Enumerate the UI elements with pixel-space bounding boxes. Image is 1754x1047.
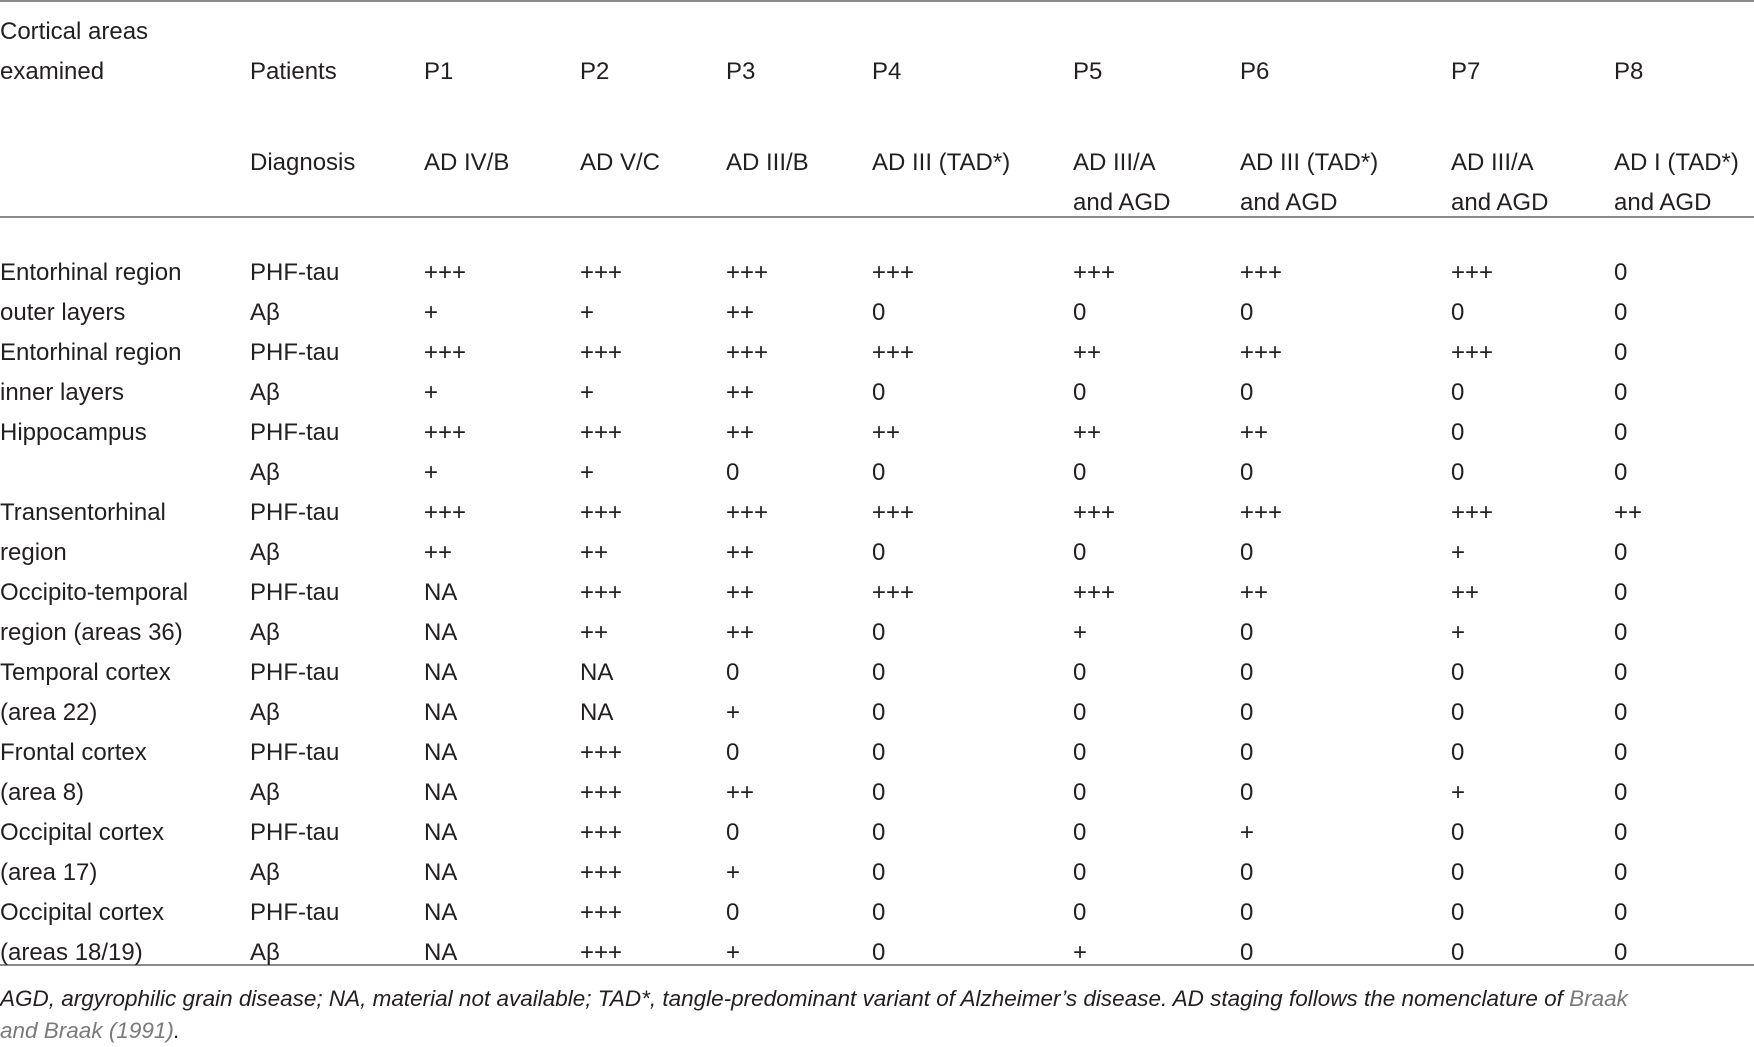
table-row: [0, 653, 1754, 693]
table-row: [0, 453, 1754, 493]
marker-cell: Aβ: [250, 779, 280, 806]
diagnosis-line2: and AGD: [1451, 189, 1549, 216]
value-cell-p1: NA: [424, 699, 458, 726]
value-cell-p6: 0: [1240, 699, 1254, 726]
marker-cell: Aβ: [250, 619, 280, 646]
value-cell-p2: NA: [580, 699, 614, 726]
value-cell-p5: +: [1073, 619, 1088, 646]
value-cell-p2: +: [580, 379, 595, 406]
value-cell-p6: +: [1240, 819, 1255, 846]
header-patients-label: Patients: [250, 58, 337, 85]
value-cell-p5: 0: [1073, 779, 1087, 806]
table-row: [0, 933, 1754, 973]
table-row: [0, 493, 1754, 533]
value-cell-p8: 0: [1614, 339, 1628, 366]
value-cell-p5: 0: [1073, 539, 1087, 566]
value-cell-p2: +++: [580, 779, 623, 806]
header-row-patients: [0, 0, 1754, 123]
value-cell-p3: +: [726, 859, 741, 886]
header-patient-id: P6: [1240, 58, 1270, 85]
value-cell-p4: +++: [872, 579, 915, 606]
value-cell-p8: 0: [1614, 699, 1628, 726]
cortical-area-cell: (area 8): [0, 779, 85, 806]
value-cell-p7: 0: [1451, 299, 1465, 326]
value-cell-p2: +++: [580, 499, 623, 526]
value-cell-p3: ++: [726, 379, 755, 406]
diagnosis-line2: and AGD: [1240, 189, 1338, 216]
value-cell-p6: 0: [1240, 619, 1254, 646]
marker-cell: PHF-tau: [250, 739, 340, 766]
value-cell-p8: ++: [1614, 499, 1643, 526]
value-cell-p5: 0: [1073, 659, 1087, 686]
value-cell-p6: 0: [1240, 459, 1254, 486]
value-cell-p4: 0: [872, 819, 886, 846]
value-cell-p3: 0: [726, 739, 740, 766]
footnote-end: .: [173, 1018, 181, 1043]
value-cell-p2: +++: [580, 739, 623, 766]
value-cell-p1: +++: [424, 259, 467, 286]
value-cell-p2: +: [580, 459, 595, 486]
diagnosis-line1: AD III/B: [726, 149, 809, 176]
cortical-area-cell: Occipital cortex: [0, 899, 165, 926]
value-cell-p5: +++: [1073, 499, 1116, 526]
value-cell-p8: 0: [1614, 379, 1628, 406]
value-cell-p7: +: [1451, 619, 1466, 646]
value-cell-p1: +: [424, 379, 439, 406]
value-cell-p3: 0: [726, 899, 740, 926]
value-cell-p7: 0: [1451, 899, 1465, 926]
value-cell-p6: 0: [1240, 379, 1254, 406]
value-cell-p4: 0: [872, 659, 886, 686]
diagnosis-line1: AD III/A: [1451, 149, 1534, 176]
value-cell-p8: 0: [1614, 619, 1628, 646]
header-patient-id: P4: [872, 58, 902, 85]
diagnosis-line2: and AGD: [1073, 189, 1171, 216]
value-cell-p3: 0: [726, 819, 740, 846]
header-cortical-areas: [0, 0, 250, 123]
table-row: [0, 293, 1754, 333]
cortical-area-cell: region (areas 36): [0, 619, 183, 646]
marker-cell: Aβ: [250, 699, 280, 726]
cortical-area-cell: Frontal cortex: [0, 739, 147, 766]
value-cell-p6: +++: [1240, 259, 1283, 286]
value-cell-p8: 0: [1614, 539, 1628, 566]
value-cell-p7: 0: [1451, 939, 1465, 966]
marker-cell: Aβ: [250, 299, 280, 326]
value-cell-p5: 0: [1073, 739, 1087, 766]
table-row: [0, 813, 1754, 853]
value-cell-p6: 0: [1240, 779, 1254, 806]
table-row: [0, 413, 1754, 453]
value-cell-p6: 0: [1240, 659, 1254, 686]
value-cell-p3: 0: [726, 459, 740, 486]
value-cell-p1: NA: [424, 619, 458, 646]
value-cell-p2: +++: [580, 259, 623, 286]
value-cell-p1: NA: [424, 939, 458, 966]
value-cell-p8: 0: [1614, 259, 1628, 286]
value-cell-p1: NA: [424, 899, 458, 926]
value-cell-p7: 0: [1451, 459, 1465, 486]
table-row: [0, 773, 1754, 813]
value-cell-p5: +: [1073, 939, 1088, 966]
header-diagnosis: [1451, 123, 1614, 243]
value-cell-p4: 0: [872, 899, 886, 926]
value-cell-p3: ++: [726, 619, 755, 646]
value-cell-p4: 0: [872, 739, 886, 766]
value-cell-p7: 0: [1451, 819, 1465, 846]
table-row: [0, 893, 1754, 933]
value-cell-p3: +: [726, 939, 741, 966]
value-cell-p5: 0: [1073, 379, 1087, 406]
value-cell-p4: 0: [872, 539, 886, 566]
value-cell-p1: +: [424, 459, 439, 486]
value-cell-p3: ++: [726, 539, 755, 566]
table-row: [0, 613, 1754, 653]
diagnosis-line1: AD III/A: [1073, 149, 1156, 176]
marker-cell: PHF-tau: [250, 819, 340, 846]
value-cell-p2: +++: [580, 339, 623, 366]
value-cell-p6: 0: [1240, 859, 1254, 886]
header-diagnosis: [1240, 123, 1451, 243]
header-area-line2: examined: [0, 58, 105, 85]
table-row: [0, 533, 1754, 573]
value-cell-p5: +++: [1073, 259, 1116, 286]
cortical-area-cell: Entorhinal region: [0, 259, 182, 286]
cortical-area-cell: [0, 453, 250, 493]
value-cell-p2: +: [580, 299, 595, 326]
value-cell-p8: 0: [1614, 939, 1628, 966]
table-row: [0, 853, 1754, 893]
value-cell-p1: NA: [424, 659, 458, 686]
cortical-area-cell: (area 22): [0, 699, 98, 726]
value-cell-p7: 0: [1451, 659, 1465, 686]
value-cell-p3: +++: [726, 259, 769, 286]
value-cell-p3: +++: [726, 499, 769, 526]
value-cell-p8: 0: [1614, 579, 1628, 606]
value-cell-p1: +++: [424, 339, 467, 366]
value-cell-p6: 0: [1240, 939, 1254, 966]
value-cell-p4: 0: [872, 459, 886, 486]
cortical-area-cell: region: [0, 539, 67, 566]
value-cell-p1: NA: [424, 579, 458, 606]
marker-cell: PHF-tau: [250, 419, 340, 446]
value-cell-p2: ++: [580, 539, 609, 566]
marker-cell: Aβ: [250, 539, 280, 566]
diagnosis-line2: and AGD: [1614, 189, 1712, 216]
value-cell-p8: 0: [1614, 299, 1628, 326]
value-cell-p8: 0: [1614, 659, 1628, 686]
value-cell-p6: +++: [1240, 339, 1283, 366]
header-patient-id: P2: [580, 58, 610, 85]
header-diagnosis: [1614, 123, 1754, 243]
value-cell-p1: NA: [424, 739, 458, 766]
diagnosis-line1: AD III (TAD*): [1240, 149, 1379, 176]
value-cell-p3: ++: [726, 779, 755, 806]
value-cell-p3: ++: [726, 299, 755, 326]
cortical-area-cell: Temporal cortex: [0, 659, 171, 686]
marker-cell: PHF-tau: [250, 899, 340, 926]
value-cell-p4: 0: [872, 779, 886, 806]
value-cell-p6: +++: [1240, 499, 1283, 526]
value-cell-p5: 0: [1073, 299, 1087, 326]
value-cell-p3: 0: [726, 659, 740, 686]
value-cell-p1: +++: [424, 499, 467, 526]
header-diagnosis: [872, 123, 1073, 243]
table-header: [0, 0, 1754, 243]
header-patient-id: P1: [424, 58, 454, 85]
value-cell-p7: +++: [1451, 499, 1494, 526]
value-cell-p1: +: [424, 299, 439, 326]
table-row: [0, 333, 1754, 373]
value-cell-p3: +: [726, 699, 741, 726]
value-cell-p2: +++: [580, 859, 623, 886]
value-cell-p5: 0: [1073, 699, 1087, 726]
value-cell-p7: 0: [1451, 739, 1465, 766]
cortical-area-cell: Occipital cortex: [0, 819, 165, 846]
value-cell-p8: 0: [1614, 459, 1628, 486]
header-patient-id: P7: [1451, 58, 1481, 85]
header-patient-id: P8: [1614, 58, 1644, 85]
footnote-text: AGD, argyrophilic grain disease; NA, material not available; TAD*, tangle-predominant variant of Alzheimer’s disease. AD staging follows the nomenclature of: [0, 986, 1570, 1011]
cortical-area-cell: outer layers: [0, 299, 126, 326]
marker-cell: Aβ: [250, 379, 280, 406]
value-cell-p3: ++: [726, 419, 755, 446]
diagnosis-line1: AD IV/B: [424, 149, 510, 176]
header-patient-id: P5: [1073, 58, 1103, 85]
marker-cell: PHF-tau: [250, 499, 340, 526]
value-cell-p8: 0: [1614, 859, 1628, 886]
table-body: [0, 243, 1754, 973]
value-cell-p4: +++: [872, 259, 915, 286]
value-cell-p2: +++: [580, 939, 623, 966]
value-cell-p5: ++: [1073, 419, 1102, 446]
value-cell-p5: +++: [1073, 579, 1116, 606]
value-cell-p7: +++: [1451, 339, 1494, 366]
marker-cell: Aβ: [250, 939, 280, 966]
value-cell-p8: 0: [1614, 819, 1628, 846]
reference-link-part2[interactable]: and Braak (1991): [0, 1018, 174, 1043]
value-cell-p4: +++: [872, 339, 915, 366]
diagnosis-line1: AD III (TAD*): [872, 149, 1011, 176]
header-diagnosis: [580, 123, 726, 243]
diagnosis-line1: AD I (TAD*): [1614, 149, 1739, 176]
marker-cell: PHF-tau: [250, 259, 340, 286]
header-diagnosis: [726, 123, 872, 243]
cortical-area-cell: Transentorhinal: [0, 499, 166, 526]
header-row-diagnosis: [0, 123, 1754, 243]
value-cell-p8: 0: [1614, 779, 1628, 806]
cortical-area-cell: (area 17): [0, 859, 98, 886]
value-cell-p5: 0: [1073, 819, 1087, 846]
value-cell-p3: ++: [726, 579, 755, 606]
marker-cell: Aβ: [250, 459, 280, 486]
value-cell-p5: 0: [1073, 859, 1087, 886]
value-cell-p8: 0: [1614, 899, 1628, 926]
header-diagnosis: [424, 123, 580, 243]
table-row: [0, 733, 1754, 773]
value-cell-p7: +: [1451, 539, 1466, 566]
table-footnote: [0, 983, 1754, 1047]
value-cell-p1: +++: [424, 419, 467, 446]
value-cell-p6: 0: [1240, 299, 1254, 326]
value-cell-p2: +++: [580, 579, 623, 606]
value-cell-p4: 0: [872, 859, 886, 886]
cortical-area-cell: inner layers: [0, 379, 125, 406]
value-cell-p4: +++: [872, 499, 915, 526]
value-cell-p4: 0: [872, 299, 886, 326]
value-cell-p6: 0: [1240, 899, 1254, 926]
value-cell-p4: 0: [872, 619, 886, 646]
value-cell-p4: 0: [872, 939, 886, 966]
header-diagnosis-label: Diagnosis: [250, 149, 356, 176]
value-cell-p6: ++: [1240, 579, 1269, 606]
cortical-area-cell: (areas 18/19): [0, 939, 143, 966]
value-cell-p8: 0: [1614, 419, 1628, 446]
value-cell-p8: 0: [1614, 739, 1628, 766]
diagnosis-line1: AD V/C: [580, 149, 661, 176]
table-row: [0, 573, 1754, 613]
header-area-line1: Cortical areas: [0, 18, 149, 45]
marker-cell: PHF-tau: [250, 579, 340, 606]
marker-cell: Aβ: [250, 859, 280, 886]
value-cell-p7: 0: [1451, 419, 1465, 446]
value-cell-p7: 0: [1451, 699, 1465, 726]
header-patient-id: P3: [726, 58, 756, 85]
value-cell-p7: +: [1451, 779, 1466, 806]
value-cell-p7: ++: [1451, 579, 1480, 606]
cortical-area-cell: Entorhinal region: [0, 339, 182, 366]
table-row: [0, 373, 1754, 413]
cortical-area-cell: Hippocampus: [0, 419, 147, 446]
cortical-area-cell: Occipito-temporal: [0, 579, 189, 606]
value-cell-p1: NA: [424, 779, 458, 806]
value-cell-p5: 0: [1073, 899, 1087, 926]
value-cell-p2: NA: [580, 659, 614, 686]
table-row: [0, 693, 1754, 733]
value-cell-p4: 0: [872, 699, 886, 726]
value-cell-p6: ++: [1240, 419, 1269, 446]
value-cell-p1: NA: [424, 819, 458, 846]
marker-cell: PHF-tau: [250, 659, 340, 686]
value-cell-p3: +++: [726, 339, 769, 366]
value-cell-p6: 0: [1240, 539, 1254, 566]
value-cell-p7: +++: [1451, 259, 1494, 286]
value-cell-p4: 0: [872, 379, 886, 406]
header-empty: [0, 123, 250, 243]
value-cell-p5: ++: [1073, 339, 1102, 366]
value-cell-p2: +++: [580, 819, 623, 846]
value-cell-p7: 0: [1451, 379, 1465, 406]
value-cell-p1: ++: [424, 539, 453, 566]
value-cell-p6: 0: [1240, 739, 1254, 766]
value-cell-p5: 0: [1073, 459, 1087, 486]
value-cell-p1: NA: [424, 859, 458, 886]
value-cell-p2: +++: [580, 419, 623, 446]
value-cell-p4: ++: [872, 419, 901, 446]
marker-cell: PHF-tau: [250, 339, 340, 366]
table-row: [0, 243, 1754, 293]
reference-link-part1[interactable]: Braak: [1569, 986, 1628, 1011]
value-cell-p2: ++: [580, 619, 609, 646]
value-cell-p7: 0: [1451, 859, 1465, 886]
value-cell-p2: +++: [580, 899, 623, 926]
header-diagnosis: [1073, 123, 1240, 243]
